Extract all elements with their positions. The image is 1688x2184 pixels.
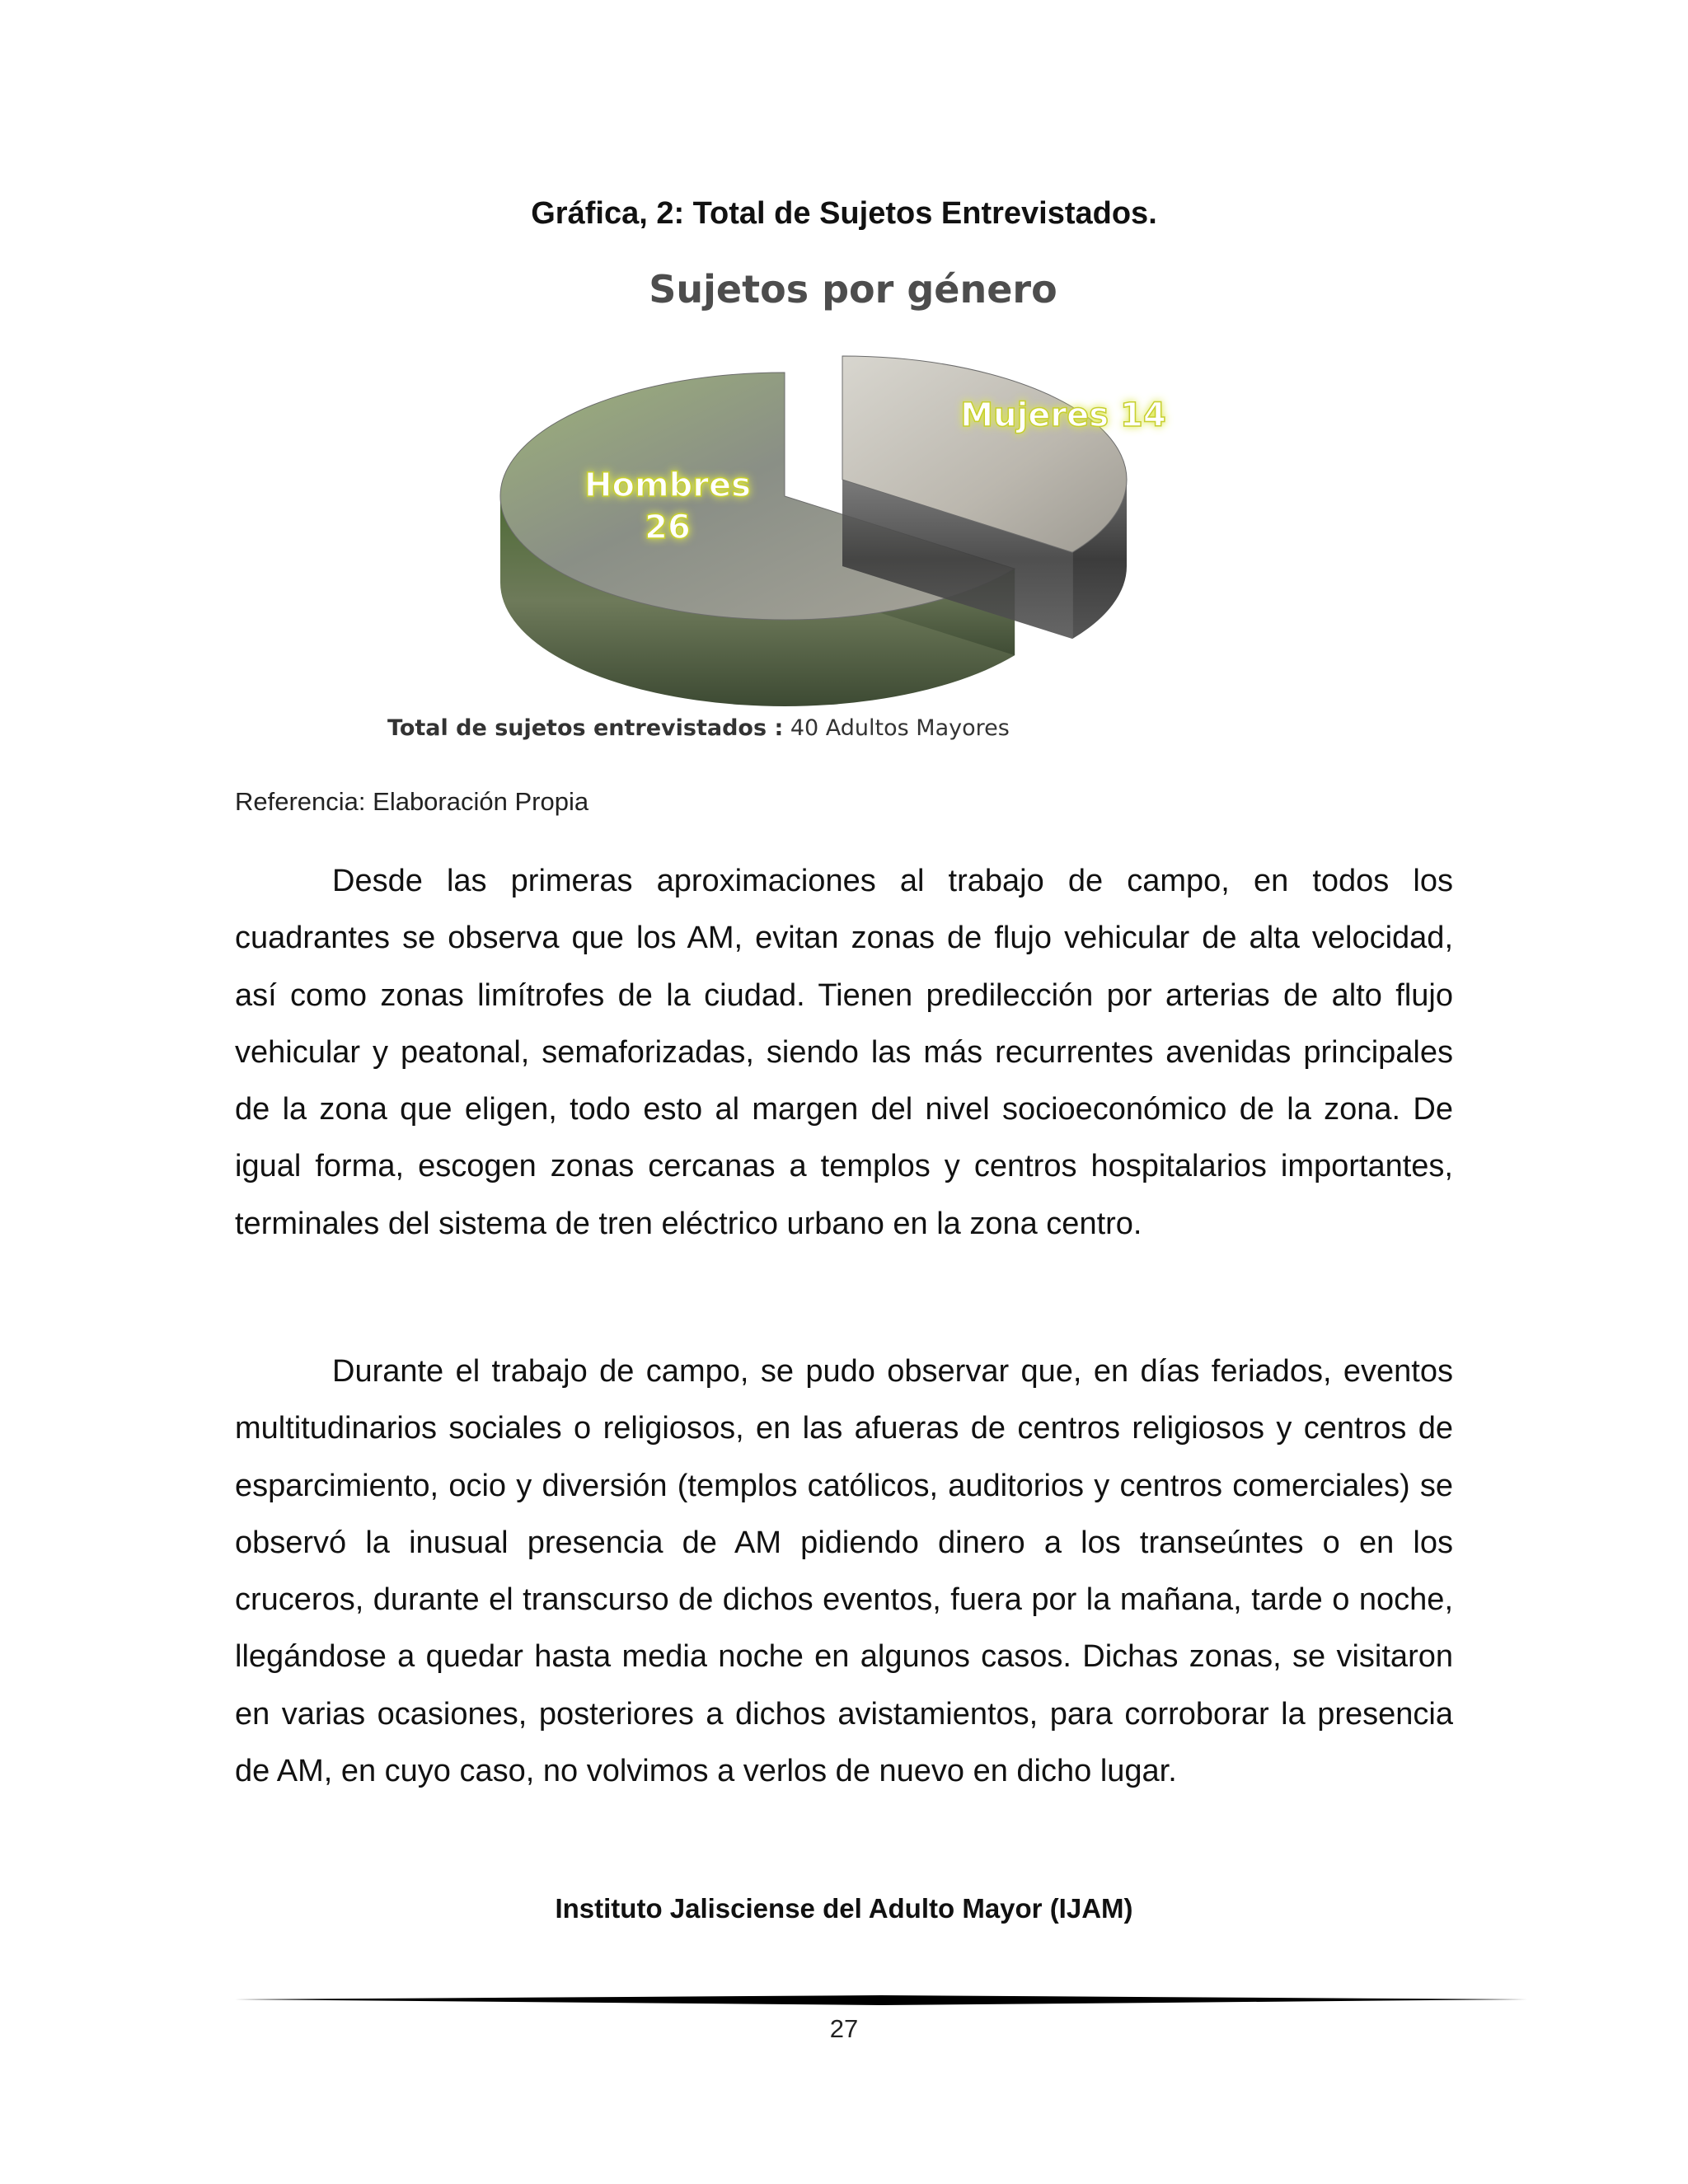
- figure-title: Gráfica, 2: Total de Sujetos Entrevistados.: [531, 196, 1157, 231]
- footer-rule: [235, 1994, 1527, 2006]
- chart-caption: Total de sujetos entrevistados : 40 Adultos Mayores: [387, 715, 1010, 741]
- pie-chart-svg: [346, 264, 1352, 750]
- mujeres-label: Mujeres 14: [960, 396, 1166, 434]
- figure-reference: Referencia: Elaboración Propia: [235, 787, 589, 816]
- paragraph-text: Durante el trabajo de campo, se pudo observar que, en días feriados, eventos multitudinarios sociales o religiosos, en las afueras de centros religiosos y centros de esparcimiento, ocio y diversión (templos católicos, auditorios y centros comerciales) se observó la inusual presencia de AM pidiendo dinero a los transeúntes o en los cruceros, durante el transcurso de dichos eventos, fuera por la mañana, tarde o noche, llegándose a quedar hasta media noche en algunos casos. Dichas zonas, se visitaron en varias ocasiones, posteriores a dichos avistamientos, para corroborar la presencia de AM, en cuyo caso, no volvimos a verlos de nuevo en dicho lugar.: [235, 1354, 1453, 1789]
- pie-chart: [346, 264, 1352, 750]
- page-number: 27: [829, 2014, 859, 2043]
- paragraph-text: Desde las primeras aproximaciones al trabajo de campo, en todos los cuadrantes se observa que los AM, evitan zonas de flujo vehicular de alta velocidad, así como zonas limítrofes de la ciudad. Tienen predilección por arterias de alto flujo vehicular y peatonal, semaforizadas, siendo las más recurrentes avenidas principales de la zona que eligen, todo esto al margen del nivel socioeconómico de la zona. De igual forma, escogen zonas cercanas a templos y centros hospitalarios importantes, terminales del sistema de tren eléctrico urbano en la zona centro.: [235, 864, 1453, 1241]
- hombres-value: 26: [645, 509, 691, 546]
- chart-title: Sujetos por género: [649, 267, 1057, 312]
- body-paragraph: [235, 1343, 1453, 1800]
- body-paragraph: [235, 853, 1453, 1253]
- footer-institute: Instituto Jalisciense del Adulto Mayor (IJAM): [555, 1893, 1133, 1924]
- hombres-label: Hombres: [584, 466, 751, 504]
